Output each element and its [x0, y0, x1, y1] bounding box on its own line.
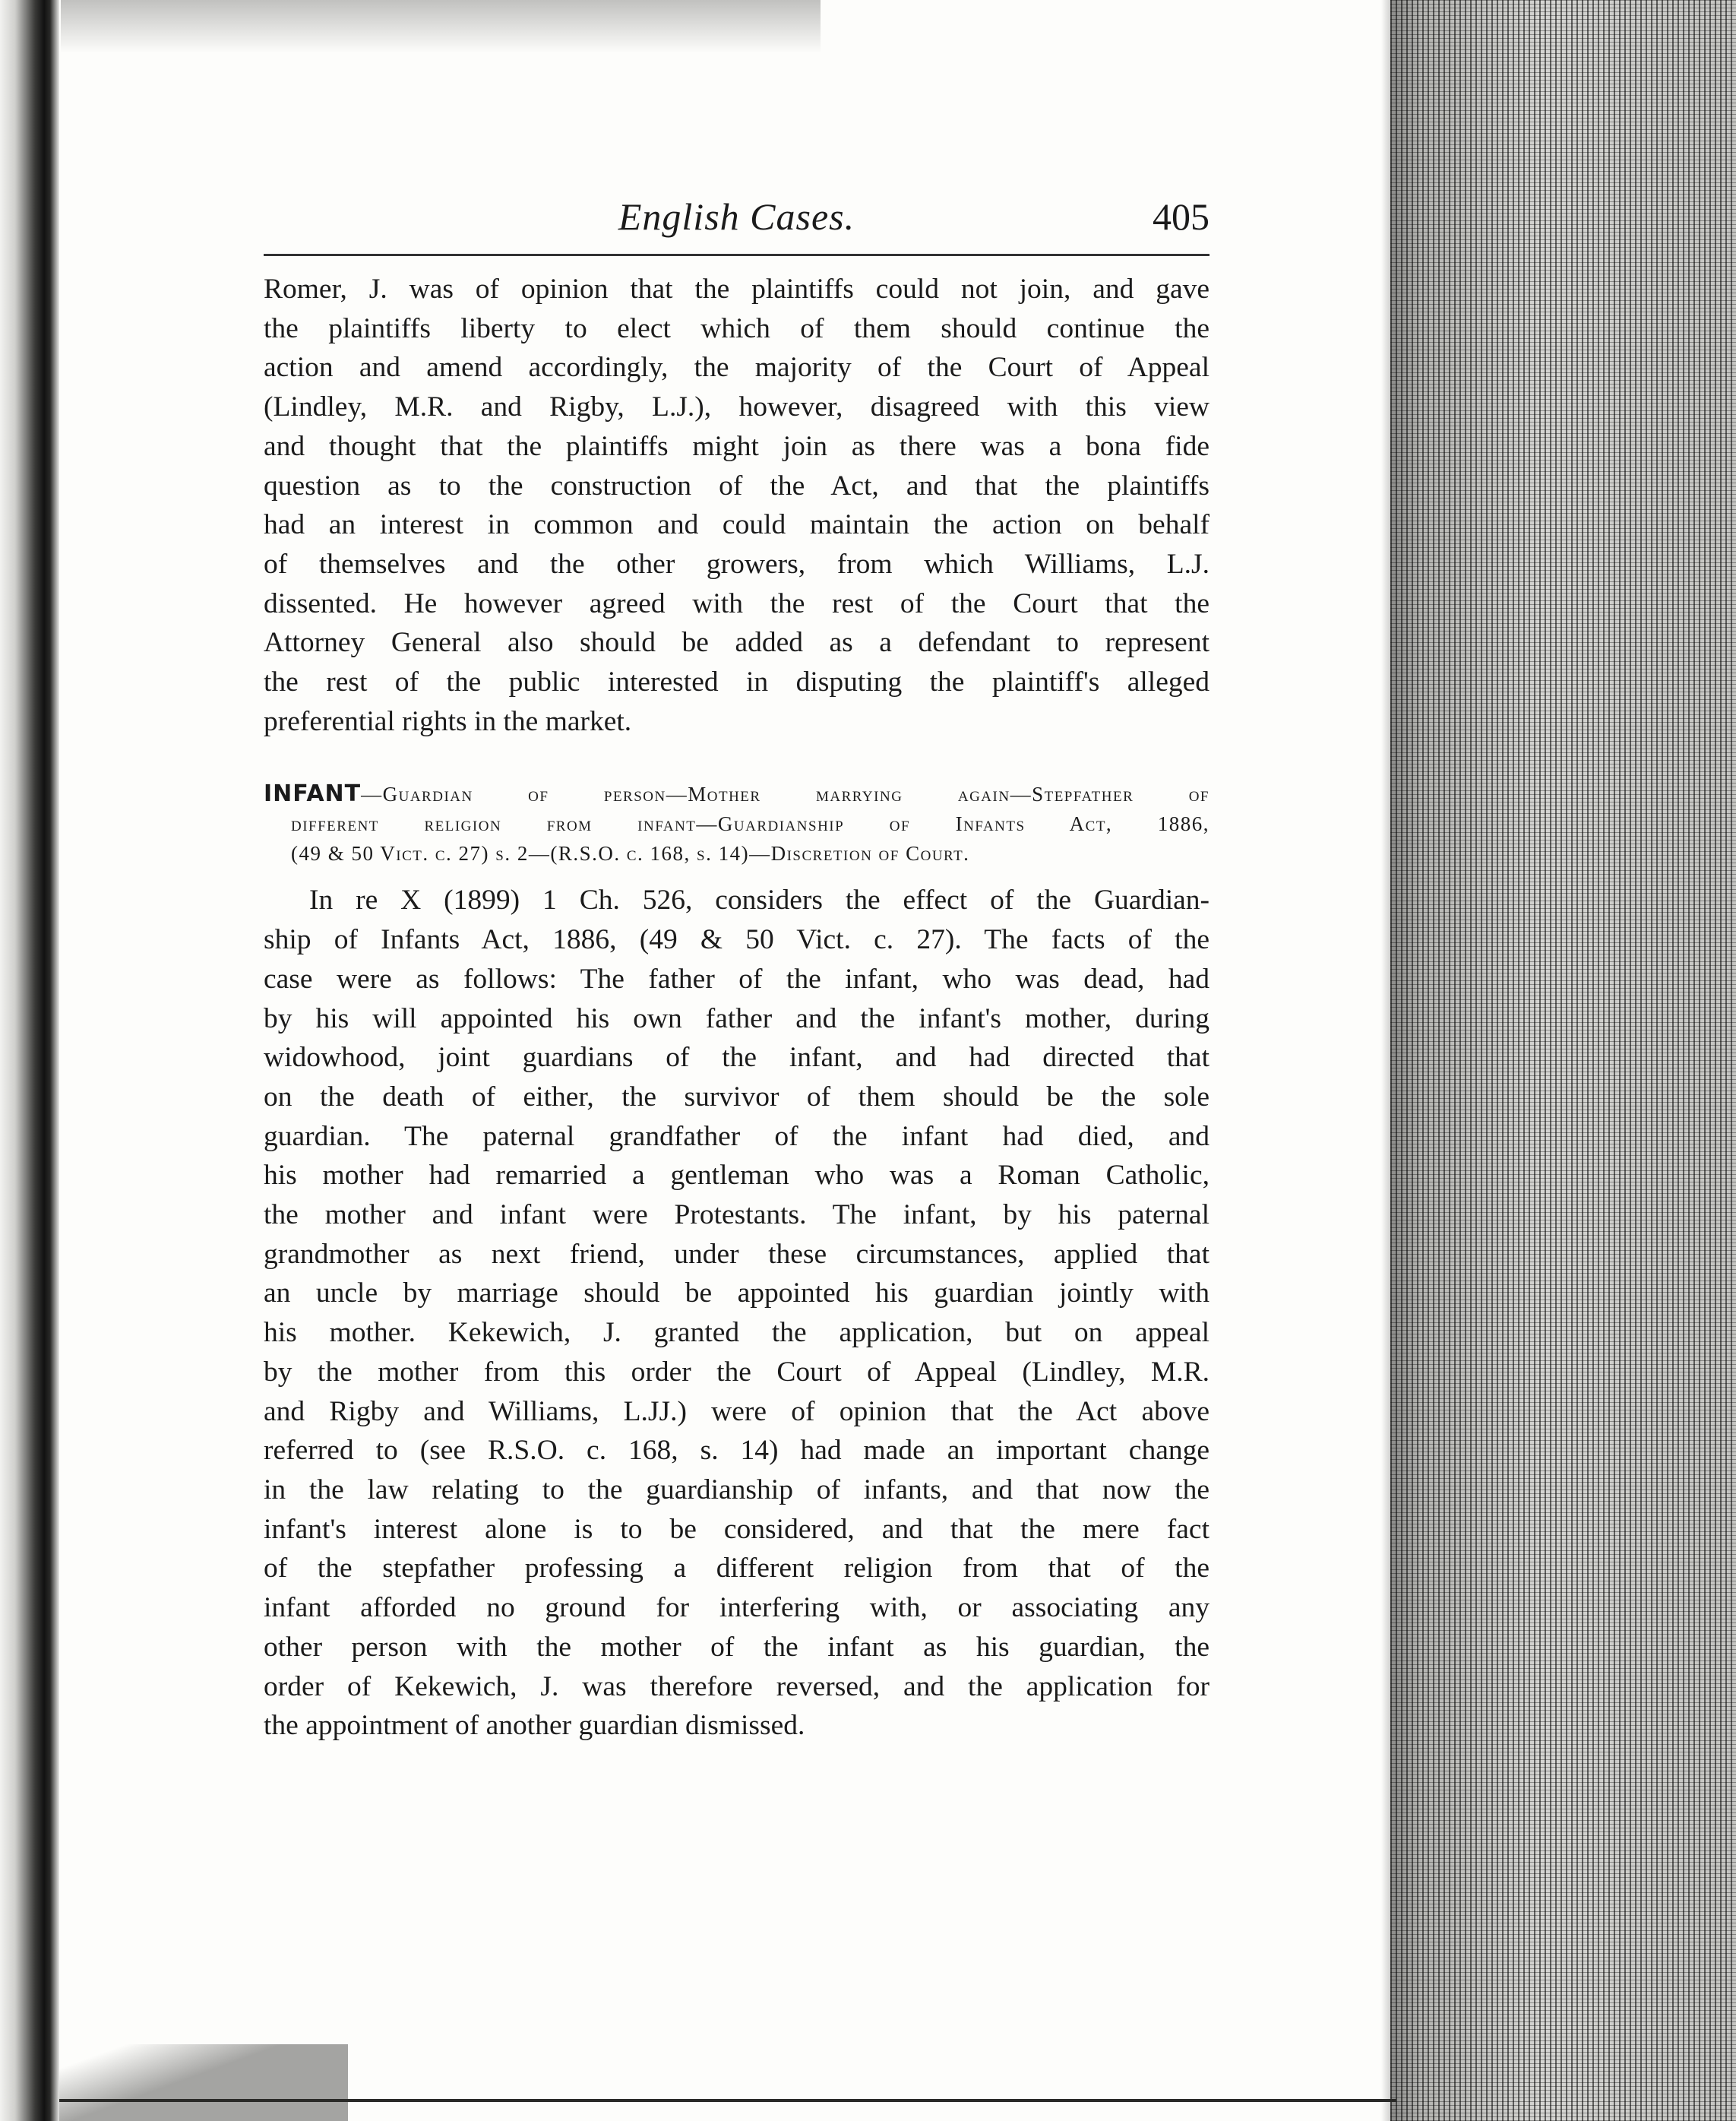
- headnote-line: different religion from infant—Guardianship of Infants Act, 1886,: [291, 812, 1210, 836]
- paragraph-line: by the mother from this order the Court of Appeal (Lindley, M.R.: [264, 1356, 1210, 1388]
- headnote-line: [264, 779, 1210, 809]
- paragraph-line: infant afforded no ground for interfering with, or associating any: [264, 1592, 1210, 1624]
- paragraph-line: grandmother as next friend, under these circumstances, applied that: [264, 1238, 1210, 1270]
- top-scan-shadow: [61, 0, 821, 53]
- paragraph-line: in the law relating to the guardianship of infants, and that now the: [264, 1474, 1210, 1505]
- paragraph-line: dissented. He however agreed with the rest of the Court that the: [264, 587, 1210, 619]
- paragraph-line: the mother and infant were Protestants. The infant, by his paternal: [264, 1199, 1210, 1231]
- paragraph-line: order of Kekewich, J. was therefore reversed, and the application for: [264, 1670, 1210, 1702]
- case-headnote: [264, 779, 1210, 869]
- paragraph-line: the appointment of another guardian dismissed.: [264, 1710, 805, 1742]
- headnote-line: (49 & 50 Vict. c. 27) s. 2—(R.S.O. c. 168, s. 14)—Discretion of Court.: [291, 842, 970, 866]
- paragraph-line: and Rigby and Williams, L.JJ.) were of opinion that the Act above: [264, 1395, 1210, 1427]
- paragraph-1: [264, 270, 1210, 741]
- paragraph-line: infant's interest alone is to be considered, and that the mere fact: [264, 1513, 1210, 1545]
- paragraph-line: In re X (1899) 1 Ch. 526, considers the effect of the Guardian-: [309, 885, 1210, 916]
- paragraph-line: on the death of either, the survivor of them should be the sole: [264, 1081, 1210, 1113]
- paragraph-line: by his will appointed his own father and the infant's mother, during: [264, 1002, 1210, 1034]
- page-number: 405: [1153, 195, 1210, 238]
- paragraph-line: Attorney General also should be added as a defendant to represent: [264, 627, 1210, 659]
- running-title: English Cases.: [618, 195, 855, 238]
- paragraph-line: and thought that the plaintiffs might join as there was a bona fide: [264, 430, 1210, 462]
- paragraph-line: preferential rights in the market.: [264, 705, 632, 737]
- paragraph-line: of themselves and the other growers, from which Williams, L.J.: [264, 548, 1210, 580]
- text-block: [264, 190, 1210, 1746]
- running-head: [264, 190, 1210, 256]
- fore-edge-pages: [1390, 0, 1736, 2121]
- bottom-scan-shadow: [59, 2044, 348, 2121]
- paragraph-line: referred to (see R.S.O. c. 168, s. 14) had made an important change: [264, 1435, 1210, 1467]
- paragraph-line: Romer, J. was of opinion that the plaintiffs could not join, and gave: [264, 274, 1210, 305]
- paragraph-line: question as to the construction of the Act, and that the plaintiffs: [264, 470, 1210, 502]
- paragraph-line: an uncle by marriage should be appointed his guardian jointly with: [264, 1277, 1210, 1309]
- paragraph-2: [264, 881, 1210, 1745]
- paragraph-line: guardian. The paternal grandfather of the infant had died, and: [264, 1120, 1210, 1152]
- paragraph-line: other person with the mother of the infant as his guardian, the: [264, 1631, 1210, 1663]
- paragraph-line: his mother had remarried a gentleman who was a Roman Catholic,: [264, 1160, 1210, 1192]
- book-spine-shadow: [0, 0, 59, 2121]
- paragraph-line: ship of Infants Act, 1886, (49 & 50 Vict. c. 27). The facts of the: [264, 924, 1210, 956]
- headnote-lead-word: INFANT: [264, 780, 362, 808]
- paragraph-line: (Lindley, M.R. and Rigby, L.J.), however, disagreed with this view: [264, 391, 1210, 423]
- paragraph-line: case were as follows: The father of the infant, who was dead, had: [264, 963, 1210, 995]
- paragraph-line: widowhood, joint guardians of the infant, and had directed that: [264, 1042, 1210, 1074]
- paragraph-line: the rest of the public interested in disputing the plaintiff's alleged: [264, 666, 1210, 698]
- paragraph-line: his mother. Kekewich, J. granted the application, but on appeal: [264, 1317, 1210, 1349]
- paragraph-line: had an interest in common and could maintain the action on behalf: [264, 509, 1210, 541]
- paragraph-line: of the stepfather professing a different religion from that of the: [264, 1553, 1210, 1584]
- paragraph-line: the plaintiffs liberty to elect which of them should continue the: [264, 312, 1210, 344]
- paragraph-line: action and amend accordingly, the majority of the Court of Appeal: [264, 352, 1210, 384]
- headnote-text: —Guardian of person—Mother marrying again—Stepfather of: [361, 783, 1210, 806]
- bottom-page-edge: [59, 2099, 1396, 2102]
